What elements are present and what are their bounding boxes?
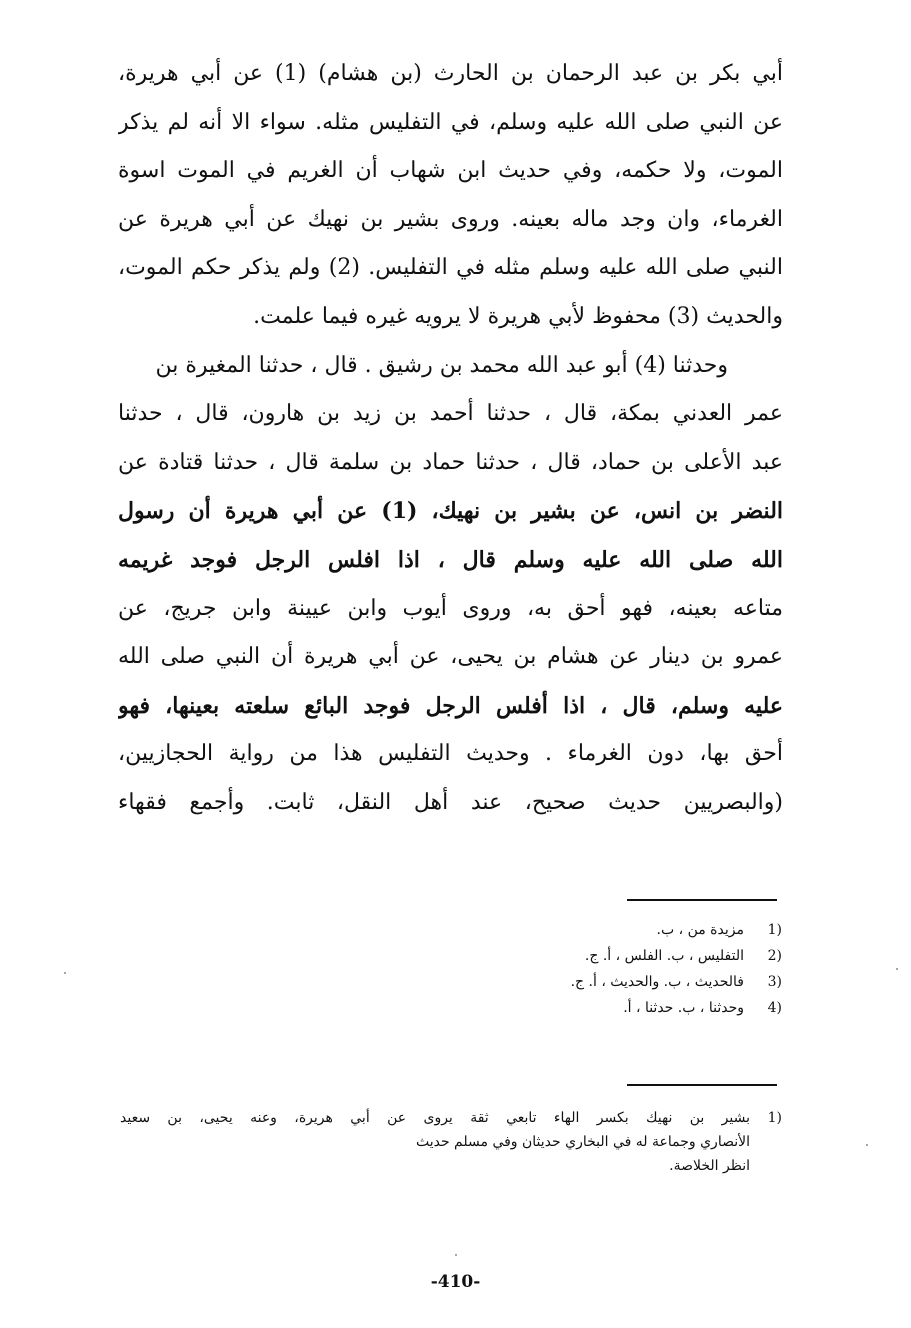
- text-line-1: أبي بكر بن عبد الرحمان بن الحارث (بن هشام) (1) عن أبي هريرة،: [118, 61, 783, 86]
- scan-speck: [64, 972, 66, 974]
- text-line-2: عن النبي صلى الله عليه وسلم، في التفليس مثله. سواء الا أنه لم يذكر: [118, 109, 783, 135]
- footnote-item: [420, 995, 782, 1021]
- biography-footnote: [120, 1106, 782, 1178]
- footnote-line: الأنصاري وجماعة له في البخاري حديثان وفي مسلم حديث: [415, 1134, 750, 1150]
- text-line-9: عبد الأعلى بن حماد، قال ، حدثنا حماد بن سلمة قال ، حدثنا قتادة عن: [118, 449, 783, 475]
- footnote-line: انظر الخلاصة.: [669, 1158, 750, 1174]
- text-line-13: عمرو بن دينار عن هشام بن يحيى، عن أبي هريرة أن النبي صلى الله: [118, 644, 783, 670]
- text-line-16: (والبصريين حديث صحيح، عند أهل النقل، ثابت. وأجمع فقهاء: [118, 789, 783, 815]
- page-number: -410-: [430, 1272, 481, 1292]
- scan-speck: [896, 968, 898, 970]
- text-line-14: عليه وسلم، قال ، اذا أفلس الرجل فوجد البائع سلعته بعينها، فهو: [118, 692, 783, 719]
- footnote-number: (2: [767, 948, 782, 964]
- text-line-15: أحق بها، دون الغرماء . وحديث التفليس هذا من رواية الحجازيين،: [118, 741, 783, 767]
- text-line-5: النبي صلى الله عليه وسلم مثله في التفليس. (2) ولم يذكر حكم الموت،: [118, 255, 783, 281]
- footnote-text: وحدثنا ، ب. حدثنا ، أ.: [623, 1000, 744, 1016]
- text-line-12: متاعه بعينه، فهو أحق به، وروى أيوب وابن عيينة وابن جريج، عن: [118, 595, 783, 621]
- text-line-3: الموت، ولا حكمه، وفي حديث ابن شهاب أن الغريم في الموت اسوة: [118, 158, 783, 184]
- variant-footnotes: [420, 917, 782, 1021]
- footnote-separator-1: [627, 899, 777, 901]
- scan-speck: [455, 1254, 457, 1256]
- footnote-item: [420, 969, 782, 995]
- footnote-item: [420, 943, 782, 969]
- footnote-text: مزيدة من ، ب.: [656, 922, 744, 938]
- footnote-text: فالحديث ، ب. والحديث ، أ. ج.: [570, 974, 744, 990]
- footnote-number: (3: [767, 974, 782, 990]
- text-line-8: عمر العدني بمكة، قال ، حدثنا أحمد بن زيد بن هارون، قال ، حدثنا: [118, 401, 783, 427]
- footnote-item: [420, 917, 782, 943]
- footnote-text: [120, 1106, 750, 1178]
- text-line-6: والحديث (3) محفوظ لأبي هريرة لا يرويه غيره فيما علمت.: [253, 303, 783, 329]
- footnote-separator-2: [627, 1084, 777, 1086]
- scan-speck: [866, 1144, 868, 1146]
- footnote-line: بشير بن نهيك بكسر الهاء تابعي ثقة يروى عن أبي هريرة، وعنه يحيى، بن سعيد: [120, 1110, 750, 1126]
- text-line-7: وحدثنا (4) أبو عبد الله محمد بن رشيق . قال ، حدثنا المغيرة بن: [155, 352, 728, 378]
- text-line-10: النضر بن انس، عن بشير بن نهيك، (1) عن أبي هريرة أن رسول: [118, 498, 783, 525]
- text-line-11: الله صلى الله عليه وسلم قال ، اذا افلس الرجل فوجد غريمه: [118, 546, 783, 573]
- footnote-number: (1: [767, 1110, 782, 1126]
- main-text: [118, 50, 783, 828]
- text-line-4: الغرماء، وان وجد ماله بعينه. وروى بشير بن نهيك عن أبي هريرة عن: [118, 206, 783, 232]
- footnote-number: (4: [767, 1000, 782, 1016]
- footnote-number: (1: [767, 922, 782, 938]
- footnote-text: التفليس ، ب. الفلس ، أ. ج.: [584, 948, 744, 964]
